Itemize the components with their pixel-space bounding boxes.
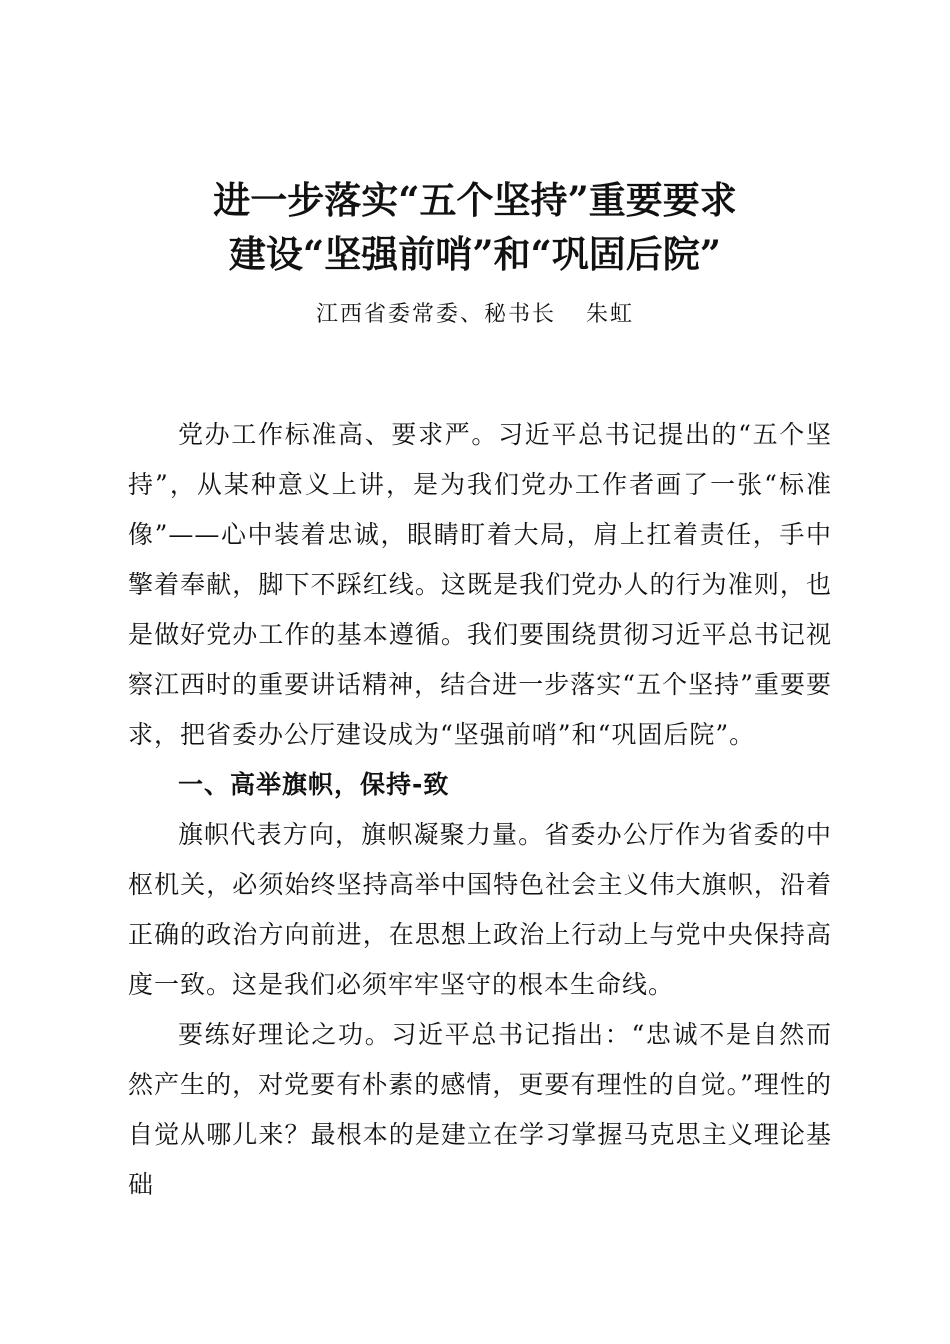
document-title-line-2: 建设“坚强前哨”和“巩固后院” — [228, 232, 722, 276]
author-line — [0, 300, 950, 330]
paragraph-section1-1: 旗帜代表方向，旗帜凝聚力量。省委办公厅作为省委的中枢机关，必须始终坚持高举中国特色社会主义伟大旗帜，沿着正确的政治方向前进，在思想上政治上行动上与党中央保持高度一致。这是我们必须牢牢坚守的根本生命线。 — [128, 820, 832, 999]
author-name: 朱虹 — [586, 302, 635, 327]
author-position: 江西省委常委、秘书长 — [315, 302, 556, 327]
paragraph-section1-2: 要练好理论之功。习近平总书记指出：“忠诚不是自然而然产生的，对党要有朴素的感情，更要有理性的自觉。”理性的自觉从哪儿来？最根本的是建立在学习掌握马克思主义理论基础 — [128, 1020, 832, 1199]
document-body — [128, 410, 832, 1210]
paragraph-intro: 党办工作标准高、要求严。习近平总书记提出的“五个坚持”，从某种意义上讲，是为我们党办工作者画了一张“标准像”——心中装着忠诚，眼睛盯着大局，肩上扛着责任，手中擎着奉献，脚下不踩红线。这既是我们党办人的行为准则，也是做好党办工作的基本遵循。我们要围绕贯彻习近平总书记视察江西时的重要讲话精神，结合进一步落实“五个坚持”重要要求，把省委办公厅建设成为“坚强前哨”和“巩固后院”。 — [128, 420, 832, 749]
document-title-line-1: 进一步落实“五个坚持”重要要求 — [213, 178, 737, 222]
section-heading-1: 一、高举旗帜，保持-致 — [178, 770, 450, 799]
